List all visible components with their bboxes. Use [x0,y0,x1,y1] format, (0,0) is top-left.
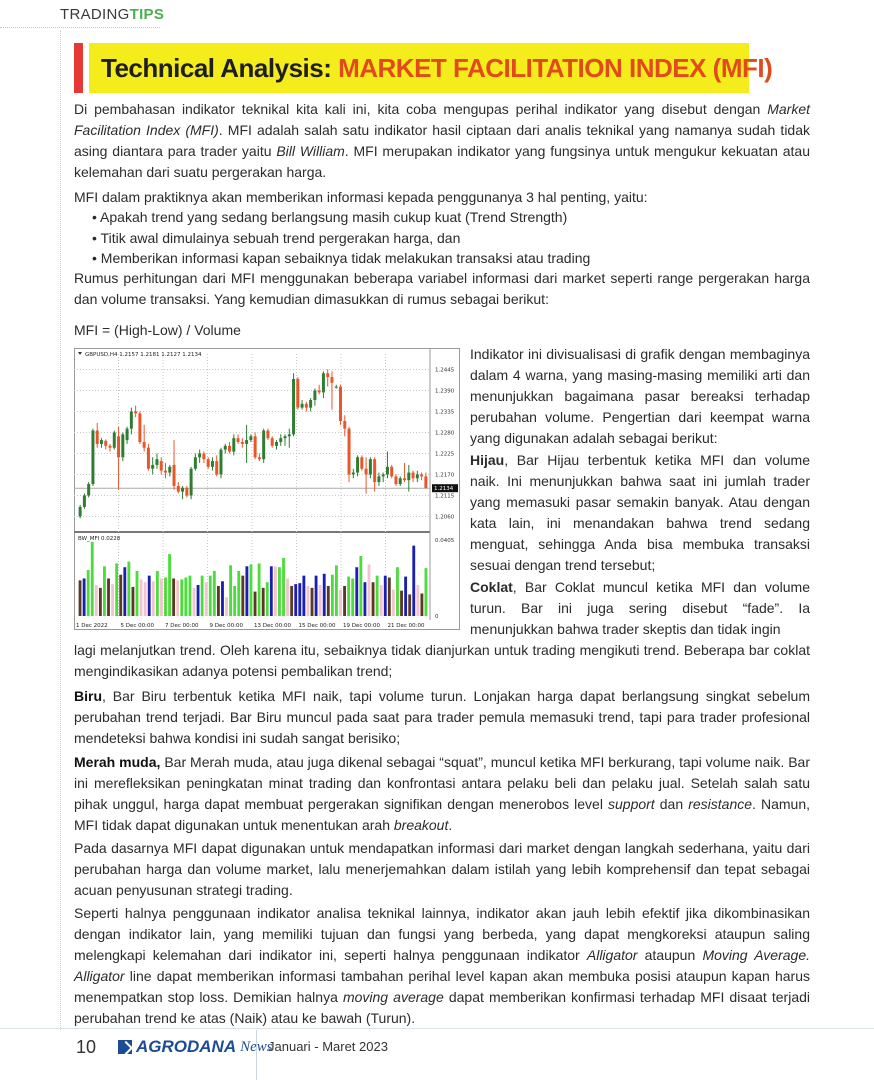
candle-body [339,387,342,421]
mfi-bar [311,588,314,616]
logo-icon [118,1040,132,1054]
text: , Bar Hijau terbentuk ketika MFI dan volume naik. Ini menunjukkan bahwa saat ini jumlah trader yang memasuki pasar semakin banyak. Atau dengan kata lain, ini menandakan bahwa trend sedang menguat, sehingga Anda bisa membuka transaksi sesuai dengan trend tersebut; [470,452,810,573]
mfi-bar [79,580,82,616]
list-item: • Apakah trend yang sedang berlangsung masih cukup kuat (Trend Strength) [92,207,792,228]
mfi-bar [103,566,106,616]
candle-body [177,486,180,492]
candle-body [403,478,406,480]
footer-divider [0,1028,874,1029]
mfi-bar [225,597,228,616]
mfi-bar [315,576,318,616]
divider [0,27,160,28]
mfi-bar [286,578,289,616]
publication-logo [118,1037,273,1057]
text-italic: breakout [393,817,449,833]
candle-body [318,390,321,392]
page-number: 10 [76,1037,97,1057]
mfi-bar [233,586,236,616]
candle-body [190,469,193,496]
colors-intro: Indikator ini divisualisasi di grafik dengan membaginya dalam 4 warna, yang masing-masing memiliki arti dan menunjukkan bagaimana pasar bereaksi terhadap perubahan volume. Pengertian dari keempat warna yang digunakan adalah sebagai berikut: [470,346,810,446]
title-banner [89,43,773,93]
mfi-bar [270,566,273,616]
candle-body [151,465,154,469]
candle-body [407,473,410,481]
mfi-bar [335,565,338,616]
candle-body [301,404,304,408]
candle-body [412,473,415,479]
mfi-bar [168,554,171,616]
mfi-bar [420,593,423,616]
candle-body [369,459,372,474]
candle-body [296,379,299,408]
candle-body [271,438,274,446]
mfi-bar [111,584,114,616]
mfi-bar [416,585,419,616]
text-italic: resistance [688,796,753,812]
text: Di pembahasan indikator teknikal kita kali ini, kita coba mengupas perihal indikator yang disebut dengan [74,101,768,117]
candle-body [198,453,201,457]
mfi-bar [229,565,232,616]
formula-intro: Rumus perhitungan dari MFI menggunakan beberapa variabel informasi dari market seperti range pergerakan harga dan volume transaksi. Yang kemudian dimasukkan di rumus sebagai berikut: [74,270,810,307]
candle-body [207,459,210,467]
mfi-bar [176,580,179,616]
list-item: • Titik awal dimulainya sebuah trend pergerakan harga, dan [92,228,792,249]
mfi-bar [91,542,94,616]
logo-subtext: News [240,1038,273,1055]
mfi-bar [262,588,265,616]
candle-body [386,467,389,475]
candle-body [309,400,312,408]
list-intro: MFI dalam praktiknya akan memberikan informasi kepada penggunanya 3 hal penting, yaitu: [74,189,648,205]
candle-body [147,448,150,469]
mfi-bar [148,576,151,616]
indicator-tick-label: 0.0405 [435,538,455,544]
candle-body [390,467,393,477]
text-italic: moving average [342,989,444,1005]
mfi-bar [384,576,387,616]
title-prefix: Technical Analysis: [101,53,339,83]
mfi-bar [307,586,310,616]
mfi-bar [323,574,326,616]
mfi-bar [368,564,371,616]
candle-body [130,411,133,428]
mfi-bar [290,586,293,616]
price-tick-label: 1.2170 [435,472,455,479]
mfi-bar [197,585,200,616]
mfi-bar [404,577,407,616]
mfi-bar [115,563,118,616]
list-item: • Memberikan informasi kapan sebaiknya tidak melakukan transaksi atau trading [92,248,792,269]
mfi-bar [302,576,305,616]
text-italic: Alligator [74,968,125,984]
price-tick-label: 1.2390 [435,388,455,395]
text: ataupun [637,947,703,963]
x-tick-label: 7 Dec 00:00 [165,623,199,629]
text-italic: Moving Average. [702,947,811,963]
x-tick-label: 5 Dec 00:00 [120,623,154,629]
candle-body [330,377,333,383]
mfi-bar [164,578,167,616]
mfi-bar [408,594,411,616]
price-tick-label: 1.2445 [435,367,455,374]
section-label-main: TRADING [60,6,130,23]
text: , Bar Biru terbentuk ketika MFI naik, tapi volume turun. Lonjakan harga dapat berlangsung singkat sebelum perubahan trend terjadi. Bar Biru muncul pada saat para trader pemula memasuki trend, tapi para trader profesional mendeteksi bahwa kondisi ini sudah sangat berisiko; [74,688,810,746]
x-tick-label: 1 Dec 2022 [76,623,108,629]
candle-body [352,473,355,475]
mfi-bar [180,579,183,616]
mfi-bar [188,576,191,616]
mfi-bar [254,592,257,616]
mfi-bar [282,558,285,616]
mfi-bar [355,567,358,616]
mfi-bar [331,575,334,616]
mfi-bar [99,588,102,616]
candle-body [322,373,325,392]
candle-body [121,434,124,457]
candle-body [416,474,419,478]
section-label-accent: TIPS [129,6,165,23]
candle-body [83,495,86,506]
price-tick-label: 1.2280 [435,430,455,437]
candle-body [377,476,380,482]
text-italic: Bill William [276,143,345,159]
candle-body [109,446,112,448]
mfi-bar [412,546,415,616]
mfi-bar [319,585,322,616]
mfi-bar [274,566,277,616]
mfi-bar [425,568,428,616]
price-tick-label: 1.2115 [435,493,455,500]
price-tick-label: 1.2335 [435,409,455,416]
coklat-continuation: lagi melanjutkan trend. Oleh karena itu, sebaiknya tidak dianjurkan untuk trading mengikuti trend. Beberapa bar coklat mengindikasikan adanya potensi pembalikan trend; [74,642,810,679]
formula: MFI = (High-Low) / Volume [74,322,241,338]
mfi-bar [258,563,261,616]
mfi-bar [209,576,212,616]
candle-body [279,438,282,442]
indicator-label: BW_MFI 0.0228 [78,536,121,542]
candle-body [266,431,269,439]
x-tick-label: 9 Dec 00:00 [209,623,243,629]
candle-body [245,440,248,444]
mfi-bar [237,571,240,616]
mfi-bar [136,571,139,616]
logo-text: AGRODANA [136,1037,237,1056]
mfi-bar [245,566,248,616]
mfi-bar [184,578,187,616]
hijau-paragraph [470,450,810,576]
candle-body [382,474,385,476]
mfi-bar [363,582,366,616]
text-bold: Merah muda, [74,754,161,770]
text: , Bar Coklat muncul ketika MFI dan volume turun. Bar ini juga sering disebut “fade”. Ia menunjukkan bahwa trader skeptis dan tidak ingin [470,579,810,637]
text: . MFI merupakan indikator yang fungsinya untuk mengukur kekuatan atau kelemahan dari suatu pergerakan harga. [74,143,810,180]
x-tick-label: 19 Dec 00:00 [343,623,380,629]
section-label [60,6,164,23]
intro-paragraph [74,99,810,183]
mfi-bar [144,582,147,616]
candle-body [237,438,240,442]
text: . [448,817,453,833]
title-accent-bar [74,43,83,93]
candle-body [232,438,235,451]
mfi-bar [294,584,297,616]
price-tick-label: 1.2060 [435,514,455,521]
mfi-bar [241,576,244,616]
text: dapat memberikan konfirmasi terhadap MFI disaat terjadi perubahan trend ke atas (Naik) atau ke bawah (Turun). [74,989,810,1026]
mfi-chart [74,348,460,630]
x-tick-label: 21 Dec 00:00 [387,623,425,629]
x-tick-label: 13 Dec 00:00 [254,623,291,629]
mfi-bar [172,578,175,616]
mfi-bar [95,585,98,616]
candle-body [134,411,137,413]
footer-separator [256,1030,257,1080]
candle-body [249,436,252,440]
mfi-bar [156,571,159,616]
text: . Namun, MFI tidak dapat digunakan untuk menentukan arah [74,796,810,833]
candle-body [254,436,257,457]
candle-body [326,373,329,377]
mfi-bar [388,578,391,616]
candle-body [313,390,316,400]
candle-body [160,461,163,471]
candle-body [305,404,308,408]
candle-body [241,442,244,444]
text-bold: Coklat [470,579,513,595]
mfi-bar [376,576,379,616]
candle-body [288,434,291,436]
mfi-bar [339,590,342,616]
price-tick-label: 1.2225 [435,451,455,458]
candle-body [343,421,346,429]
mfi-bar [201,576,204,616]
mfi-bar [107,578,110,616]
mfi-bar [140,579,143,616]
mfi-bar [83,578,86,616]
candle-body [143,442,146,448]
candle-body [100,440,103,444]
mfi-bar [266,582,269,616]
mfi-bar [87,570,90,616]
candle-body [399,478,402,484]
text-italic: support [608,796,655,812]
candle-body [420,474,423,476]
text: Seperti halnya penggunaan indikator analisa teknikal lainnya, indikator akan jauh lebih efektif jika dikombinasikan dengan indikator lain, yang memiliki tujuan dan fungsi yang berbeda, yang dapat mengkoreksi ataupun saling melengkapi kelemahan dari indikator ini, seperti halnya penggunaan indikator [74,905,810,963]
text-italic: Market Facilitation Index (MFI) [74,101,810,138]
mfi-bar [193,588,196,616]
mfi-bar [250,564,253,616]
mfi-bar [396,567,399,616]
title-highlight: MARKET FACILITATION INDEX (MFI) [338,53,773,83]
mfi-bar [127,562,130,616]
candle-body [258,457,261,459]
candle-body [215,461,218,474]
summary-paragraph: Pada dasarnya MFI dapat digunakan untuk mendapatkan informasi dari market dengan langkah sederhana, yaitu dari perubahan harga dan volume market, lalu menerjemahkan dalam istilah yang lebih komprehensif dan tepat sebagai acuan penyusunan strategi trading. [74,840,810,898]
text: . MFI adalah salah satu indikator hasil ciptaan dari analis teknikal yang namanya sudah tidak asing diantara para trader yaitu [74,122,811,159]
text: dan [654,796,689,812]
x-tick-label: 15 Dec 00:00 [298,623,336,629]
candle-body [155,459,158,465]
candle-body [211,461,214,467]
mfi-bar [213,571,216,616]
mfi-bar [298,583,301,616]
text-bold: Hijau [470,452,505,468]
issue-date: Januari - Maret 2023 [268,1039,388,1054]
mfi-bar [123,567,126,616]
candle-body [262,431,265,460]
mfi-bar [160,578,163,616]
candle-body [360,457,363,468]
current-price-label: 1.2134 [434,486,454,493]
candle-body [185,488,188,496]
candle-body [275,442,278,446]
text: line dapat memberikan informasi tambahan perihal level kapan akan membuka posisi ataupun kapan harus menempatkan stop loss. Demikian halnya [74,968,810,1005]
mfi-bar [343,586,346,616]
candle-body [173,465,176,486]
candle-body [168,467,171,473]
mfi-bar [152,581,155,616]
coklat-paragraph [470,577,810,640]
mfi-bar [221,581,224,616]
mfi-bar [392,590,395,616]
candle-body [224,446,227,450]
mfi-bar [347,577,350,616]
mfi-bar [359,556,362,616]
mfi-bar [132,587,135,616]
candle-body [104,441,107,446]
candle-body [394,476,397,484]
mfi-bar [278,567,281,616]
candle-body [284,436,287,438]
candle-body [335,387,338,388]
mfi-bar [372,582,375,616]
candle-body [181,488,184,492]
candle-body [87,484,90,495]
candle-body [356,457,359,472]
candle-body [365,469,368,475]
candle-body [91,431,94,484]
mfi-bar [217,586,220,616]
bullet-list [92,207,792,269]
candle-body [117,436,120,457]
candle-body [219,450,222,475]
candle-body [202,453,205,459]
candle-body [194,457,197,468]
divider [60,30,61,1030]
merah-muda-paragraph [74,752,810,836]
candle-body [79,507,82,517]
closing-paragraph [74,903,810,1029]
text-italic: Alligator [586,947,638,963]
candle-body [228,446,231,452]
candle-body [113,432,116,447]
candle-body [348,429,351,475]
indicator-tick-label: 0 [435,614,439,620]
mfi-bar [205,582,208,616]
candle-body [126,429,129,440]
candle-body [424,476,427,488]
mfi-bar [380,585,383,616]
text: Bar Merah muda, atau juga dikenal sebagai “squat”, muncul ketika MFI berkurang, tapi volume naik. Bar ini merefleksikan peningkatan minat trading dan konfrontasi antara pelaku beli dan pelaku jual. Setelah salah satu pihak unggul, harga dapat membuat pergerakan signifikan dengan menerobos level [74,754,810,812]
candle-body [164,471,167,473]
candle-body [138,413,141,442]
text-bold: Biru [74,688,102,704]
mfi-bar [327,586,330,616]
biru-paragraph [74,686,810,749]
chart-symbol-header: GBPUSD,H4 1.2157 1.2181 1.2127 1.2134 [85,352,202,358]
mfi-bar [400,591,403,616]
mfi-bar [119,575,122,616]
candle-body [373,459,376,482]
candle-body [96,431,99,444]
candle-body [292,379,295,434]
mfi-bar [351,578,354,616]
